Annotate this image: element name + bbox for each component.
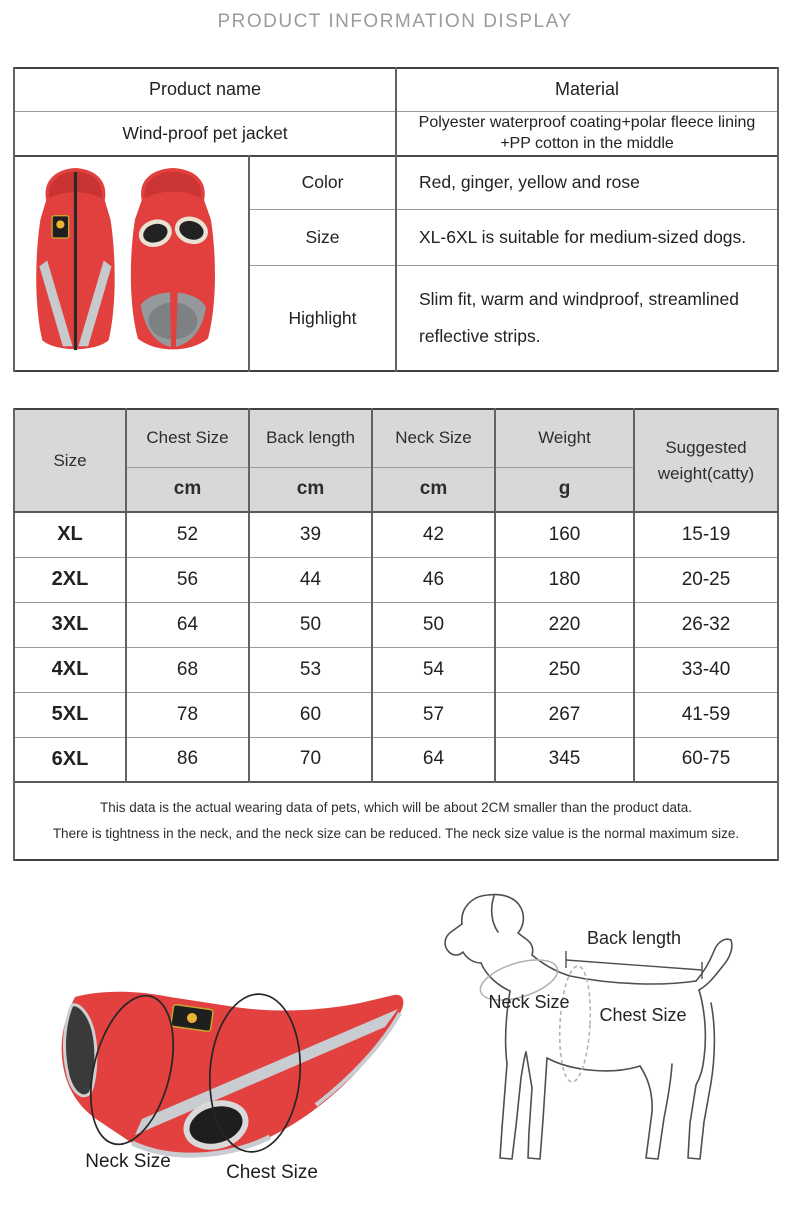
highlight-value: Slim fit, warm and windproof, streamlined reflective strips.	[396, 266, 778, 371]
jacket-chest-size-label: Chest Size	[226, 1162, 318, 1183]
size-row-2xl	[14, 557, 778, 602]
dog-measure-diagram	[415, 888, 787, 1217]
suggested-cell: 33-40	[634, 647, 778, 692]
note-line-1: This data is the actual wearing data of pets, which will be about 2CM smaller than the product data.	[99, 799, 693, 815]
neck-cell: 50	[372, 602, 495, 647]
page-title: PRODUCT INFORMATION DISPLAY	[217, 11, 573, 32]
back-cell: 39	[249, 512, 372, 557]
neck-cell: 42	[372, 512, 495, 557]
chest-cell: 52	[126, 512, 249, 557]
suggested-cell: 26-32	[634, 602, 778, 647]
dog-back-length-label: Back length	[586, 928, 682, 948]
suggested-cell: 60-75	[634, 737, 778, 782]
back-cell: 50	[249, 602, 372, 647]
size-cell: 6XL	[14, 737, 126, 782]
chest-cell: 68	[126, 647, 249, 692]
size-row-5xl	[14, 692, 778, 737]
material-header: Material	[396, 68, 778, 111]
chest-cell: 64	[126, 602, 249, 647]
info-header-row	[14, 68, 778, 111]
color-row	[14, 156, 778, 209]
col-header-back: Back length	[249, 409, 372, 467]
product-photo-image	[17, 159, 246, 363]
size-row-6xl	[14, 737, 778, 782]
size-cell: 3XL	[14, 602, 126, 647]
chest-cell: 78	[126, 692, 249, 737]
jacket-neck-size-label: Neck Size	[85, 1151, 171, 1172]
info-value-row	[14, 111, 778, 156]
col-header-chest: Chest Size	[126, 409, 249, 467]
size-chart-notes	[14, 782, 778, 860]
color-value: Red, ginger, yellow and rose	[396, 156, 778, 209]
neck-cell: 54	[372, 647, 495, 692]
chest-cell: 86	[126, 737, 249, 782]
back-cell: 53	[249, 647, 372, 692]
size-chart-header-row	[14, 409, 778, 467]
neck-cell: 64	[372, 737, 495, 782]
weight-cell: 267	[495, 692, 634, 737]
paw-logo-icon	[171, 1004, 214, 1031]
col-header-suggested: Suggested weight(catty)	[634, 409, 778, 512]
weight-cell: 160	[495, 512, 634, 557]
chest-cell: 56	[126, 557, 249, 602]
neck-cell: 46	[372, 557, 495, 602]
weight-cell: 180	[495, 557, 634, 602]
highlight-label: Highlight	[249, 266, 396, 371]
product-photo-cell	[14, 156, 249, 371]
size-cell: 5XL	[14, 692, 126, 737]
col-header-weight: Weight	[495, 409, 634, 467]
col-header-size: Size	[14, 409, 126, 512]
color-label: Color	[249, 156, 396, 209]
suggested-cell: 20-25	[634, 557, 778, 602]
size-value: XL-6XL is suitable for medium-sized dogs.	[396, 209, 778, 265]
product-name-value: Wind-proof pet jacket	[14, 111, 396, 156]
back-cell: 44	[249, 557, 372, 602]
product-info-table	[13, 67, 779, 372]
size-label: Size	[249, 209, 396, 265]
back-cell: 70	[249, 737, 372, 782]
material-value: Polyester waterproof coating+polar fleece lining +PP cotton in the middle	[396, 111, 778, 156]
unit-back: cm	[249, 467, 372, 512]
back-cell: 60	[249, 692, 372, 737]
size-row-3xl	[14, 602, 778, 647]
unit-neck: cm	[372, 467, 495, 512]
size-row-4xl	[14, 647, 778, 692]
jacket-measure-illustration	[20, 935, 420, 1190]
size-chart-table	[13, 408, 779, 861]
unit-weight: g	[495, 467, 634, 512]
size-chart-note-row	[14, 782, 778, 860]
size-cell: XL	[14, 512, 126, 557]
dog-chest-size-label: Chest Size	[599, 1005, 687, 1025]
size-cell: 2XL	[14, 557, 126, 602]
product-name-header: Product name	[14, 68, 396, 111]
note-line-2: There is tightness in the neck, and the neck size can be reduced. The neck size value is the normal maximum size.	[52, 826, 740, 841]
paw-logo-dot	[56, 220, 64, 228]
size-row-xl	[14, 512, 778, 557]
neck-cell: 57	[372, 692, 495, 737]
back-length-dimension-line	[566, 951, 702, 979]
dog-neck-size-label: Neck Size	[488, 992, 570, 1012]
weight-cell: 250	[495, 647, 634, 692]
size-cell: 4XL	[14, 647, 126, 692]
suggested-cell: 41-59	[634, 692, 778, 737]
weight-cell: 345	[495, 737, 634, 782]
unit-chest: cm	[126, 467, 249, 512]
weight-cell: 220	[495, 602, 634, 647]
col-header-neck: Neck Size	[372, 409, 495, 467]
suggested-cell: 15-19	[634, 512, 778, 557]
